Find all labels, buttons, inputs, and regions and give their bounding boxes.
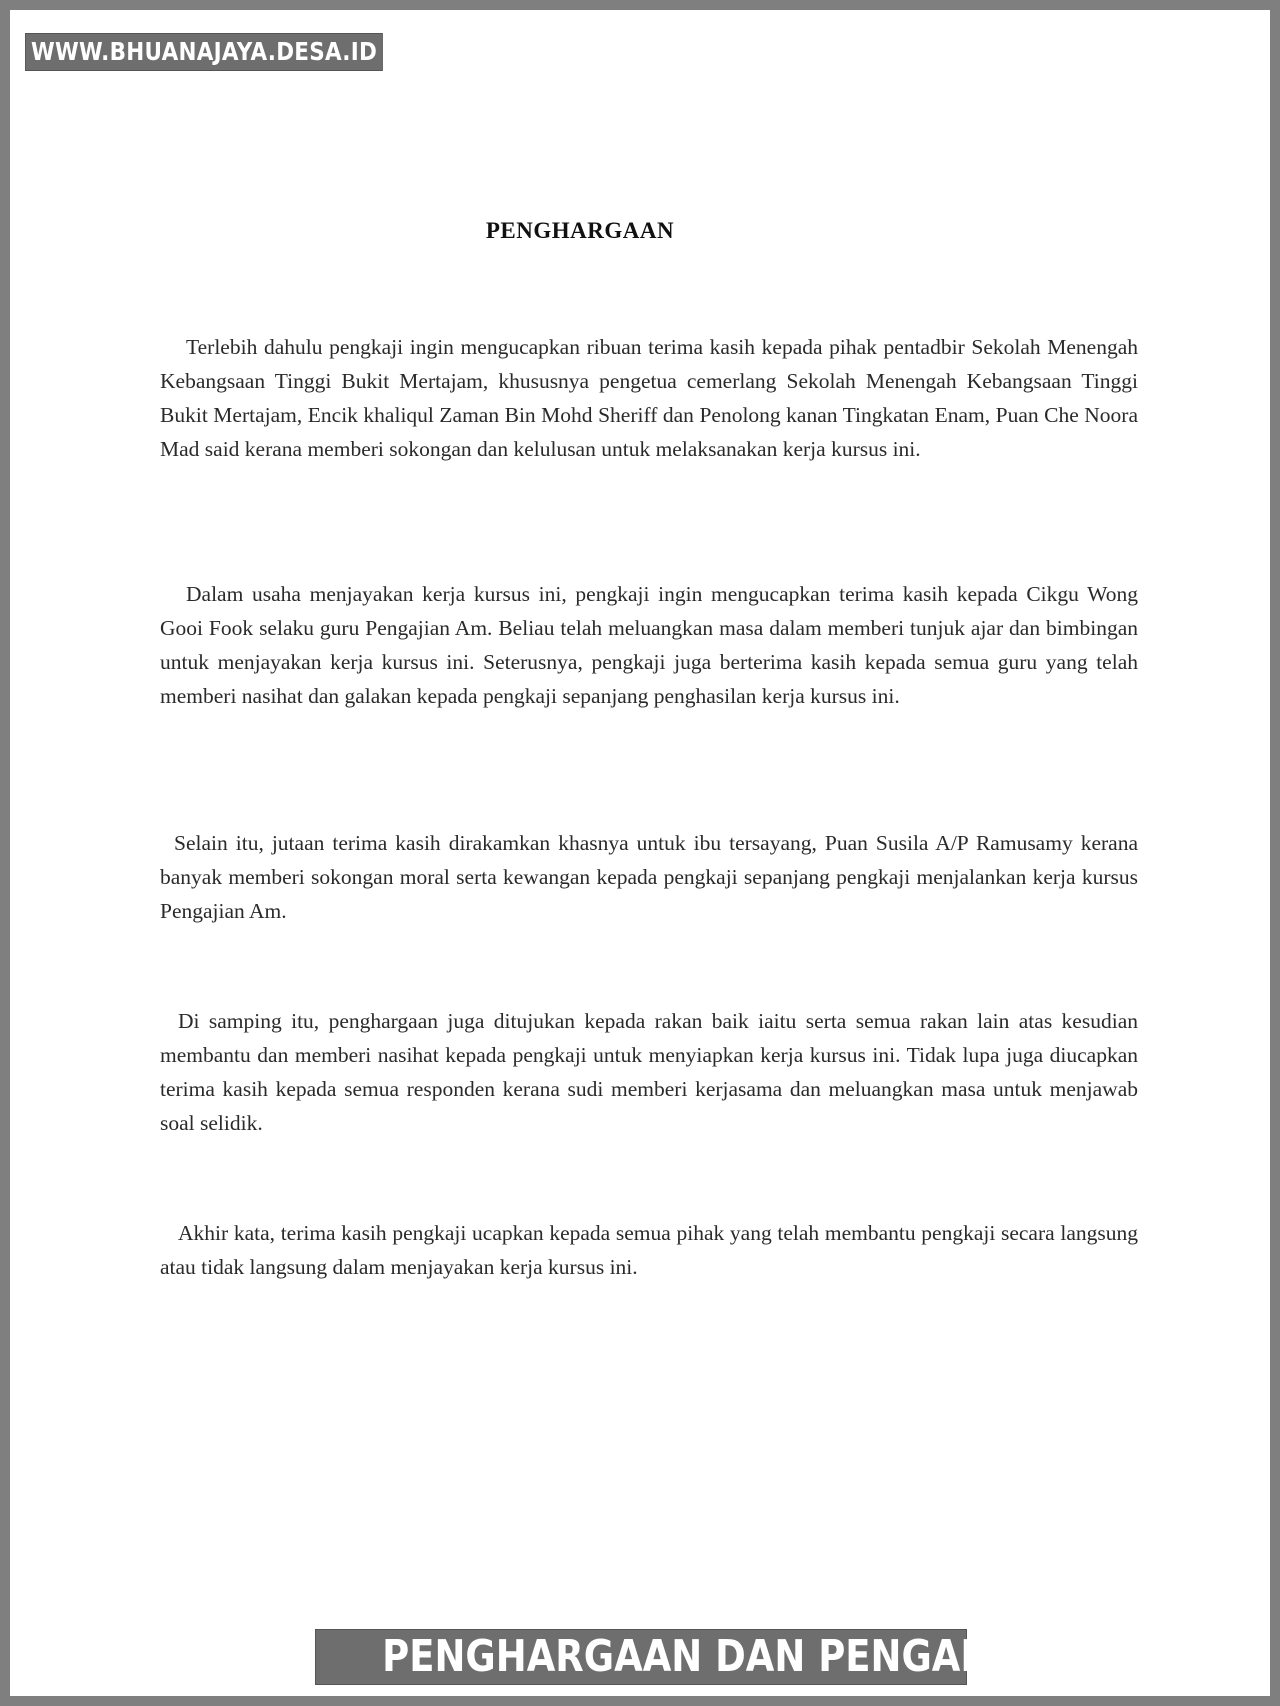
caption-text: PENGHARGAAN DAN PENGAKUAN [382,1631,1077,1682]
paragraph-mother: Selain itu, jutaan terima kasih dirakamkan khasnya untuk ibu tersayang, Puan Susila A/P Ramusamy kerana banyak memberi sokongan moral serta kewangan kepada pengkaji sepanjang pengkaji menjalankan kerja kursus Pengajian Am. [160,831,1138,923]
paragraph-intro: Terlebih dahulu pengkaji ingin mengucapkan ribuan terima kasih kepada pihak pentadbir Sekolah Menengah Kebangsaan Tinggi Bukit Mertajam, khususnya pengetua cemerlang Sekolah Menengah Kebangsaan Tinggi Bukit Mertajam, Encik khaliqul Zaman Bin Mohd Sheriff dan Penolong kanan Tingkatan Enam, Puan Che Noora Mad said kerana memberi sokongan dan kelulusan untuk melaksanakan kerja kursus ini. [160,335,1138,461]
image-caption [315,1629,1077,1685]
document-page [10,10,1270,1696]
paragraph-closing: Akhir kata, terima kasih pengkaji ucapkan kepada semua pihak yang telah membantu pengkaji secara langsung atau tidak langsung dalam menjayakan kerja kursus ini. [160,1221,1138,1279]
paragraph-friends: Di samping itu, penghargaan juga ditujukan kepada rakan baik iaitu serta semua rakan lain atas kesudian membantu dan memberi nasihat kepada pengkaji untuk menyiapkan kerja kursus ini. Tidak lupa juga diucapkan terima kasih kepada semua responden kerana sudi memberi kerjasama dan meluangkan masa untuk menjawab soal selidik. [160,1009,1138,1135]
document-title: PENGHARGAAN [485,218,675,243]
website-watermark: WWW.BHUANAJAYA.DESA.ID [25,33,383,71]
paragraph-teacher: Dalam usaha menjayakan kerja kursus ini, pengkaji ingin mengucapkan terima kasih kepada Cikgu Wong Gooi Fook selaku guru Pengajian Am. Beliau telah meluangkan masa dalam memberi tunjuk ajar dan bimbingan untuk menjayakan kerja kursus ini. Seterusnya, pengkaji juga berterima kasih kepada semua guru yang telah memberi nasihat dan galakan kepada pengkaji sepanjang penghasilan kerja kursus ini. [160,582,1138,708]
